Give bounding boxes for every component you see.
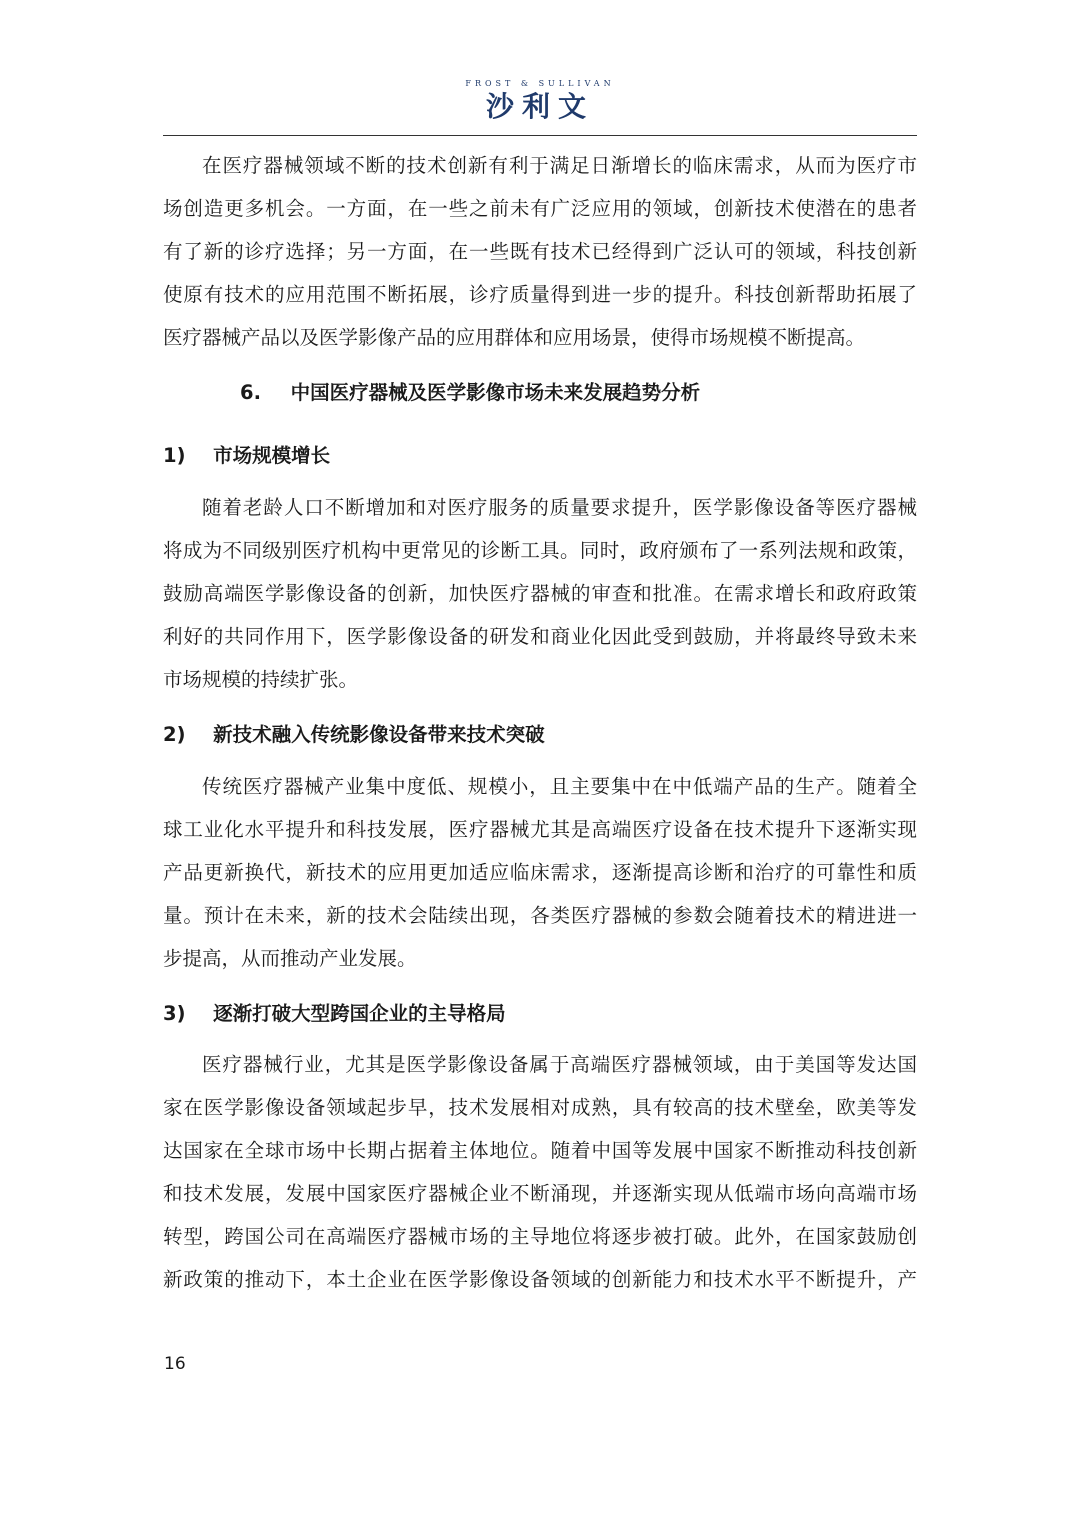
page-number: 16: [164, 1354, 186, 1374]
paragraph-line: 医疗器械产品以及医学影像产品的应用群体和应用场景，使得市场规模不断提高。: [163, 326, 866, 349]
subsection-title: 新技术融入传统影像设备带来技术突破: [213, 723, 545, 746]
paragraph-intro: [163, 144, 917, 359]
section-heading: [240, 377, 700, 405]
paragraph-line: 使原有技术的应用范围不断拓展，诊疗质量得到进一步的提升。科技创新帮助拓展了: [163, 283, 917, 306]
subsection-heading-1: [163, 440, 330, 468]
section-title: 中国医疗器械及医学影像市场未来发展趋势分析: [290, 381, 701, 404]
paragraph-line: 将成为不同级别医疗机构中更常见的诊断工具。同时，政府颁布了一系列法规和政策，: [163, 539, 917, 562]
header-divider: [163, 135, 917, 136]
paragraph-line: 达国家在全球市场中长期占据着主体地位。随着中国等发展中国家不断推动科技创新: [163, 1139, 917, 1162]
paragraph-multinational: [163, 1043, 917, 1301]
paragraph-line: 家在医学影像设备领域起步早，技术发展相对成熟，具有较高的技术壁垒，欧美等发: [163, 1096, 917, 1119]
paragraph-line: 和技术发展，发展中国家医疗器械企业不断涌现，并逐渐实现从低端市场向高端市场: [163, 1182, 917, 1205]
paragraph-line: 量。预计在未来，新的技术会陆续出现，各类医疗器械的参数会随着技术的精进进一: [163, 904, 917, 927]
subsection-number: 1): [163, 444, 186, 467]
paragraph-line: 产品更新换代，新技术的应用更加适应临床需求，逐渐提高诊断和治疗的可靠性和质: [163, 861, 917, 884]
subsection-heading-3: [163, 998, 506, 1026]
logo-english-text: FROST & SULLIVAN: [465, 79, 615, 88]
paragraph-tech-breakthrough: [163, 765, 917, 980]
paragraph-line: 有了新的诊疗选择；另一方面，在一些既有技术已经得到广泛认可的领域，科技创新: [163, 240, 917, 263]
paragraph-line: 在医疗器械领域不断的技术创新有利于满足日渐增长的临床需求，从而为医疗市: [202, 154, 917, 177]
paragraph-line: 鼓励高端医学影像设备的创新，加快医疗器械的审查和批准。在需求增长和政府政策: [163, 582, 917, 605]
paragraph-line: 步提高，从而推动产业发展。: [163, 947, 417, 970]
paragraph-line: 转型，跨国公司在高端医疗器械市场的主导地位将逐步被打破。此外，在国家鼓励创: [163, 1225, 917, 1248]
paragraph-line: 场创造更多机会。一方面，在一些之前未有广泛应用的领域，创新技术使潜在的患者: [163, 197, 917, 220]
subsection-title: 逐渐打破大型跨国企业的主导格局: [213, 1002, 506, 1025]
paragraph-line: 传统医疗器械产业集中度低、规模小，且主要集中在中低端产品的生产。随着全: [202, 775, 917, 798]
paragraph-line: 医疗器械行业，尤其是医学影像设备属于高端医疗器械领域，由于美国等发达国: [202, 1053, 917, 1076]
subsection-number: 3): [163, 1002, 186, 1025]
subsection-title: 市场规模增长: [213, 444, 331, 467]
paragraph-line: 市场规模的持续扩张。: [163, 668, 359, 691]
paragraph-line: 随着老龄人口不断增加和对医疗服务的质量要求提升，医学影像设备等医疗器械: [202, 496, 917, 519]
header-logo: [0, 78, 1080, 124]
paragraph-line: 利好的共同作用下，医学影像设备的研发和商业化因此受到鼓励，并将最终导致未来: [163, 625, 917, 648]
section-number: 6.: [240, 381, 261, 404]
paragraph-market-growth: [163, 486, 917, 701]
paragraph-line: 球工业化水平提升和科技发展，医疗器械尤其是高端医疗设备在技术提升下逐渐实现: [163, 818, 917, 841]
paragraph-line: 新政策的推动下，本土企业在医学影像设备领域的创新能力和技术水平不断提升，产: [163, 1268, 917, 1291]
subsection-heading-2: [163, 719, 545, 747]
logo-chinese-text: 沙利文: [485, 90, 594, 123]
subsection-number: 2): [163, 723, 186, 746]
